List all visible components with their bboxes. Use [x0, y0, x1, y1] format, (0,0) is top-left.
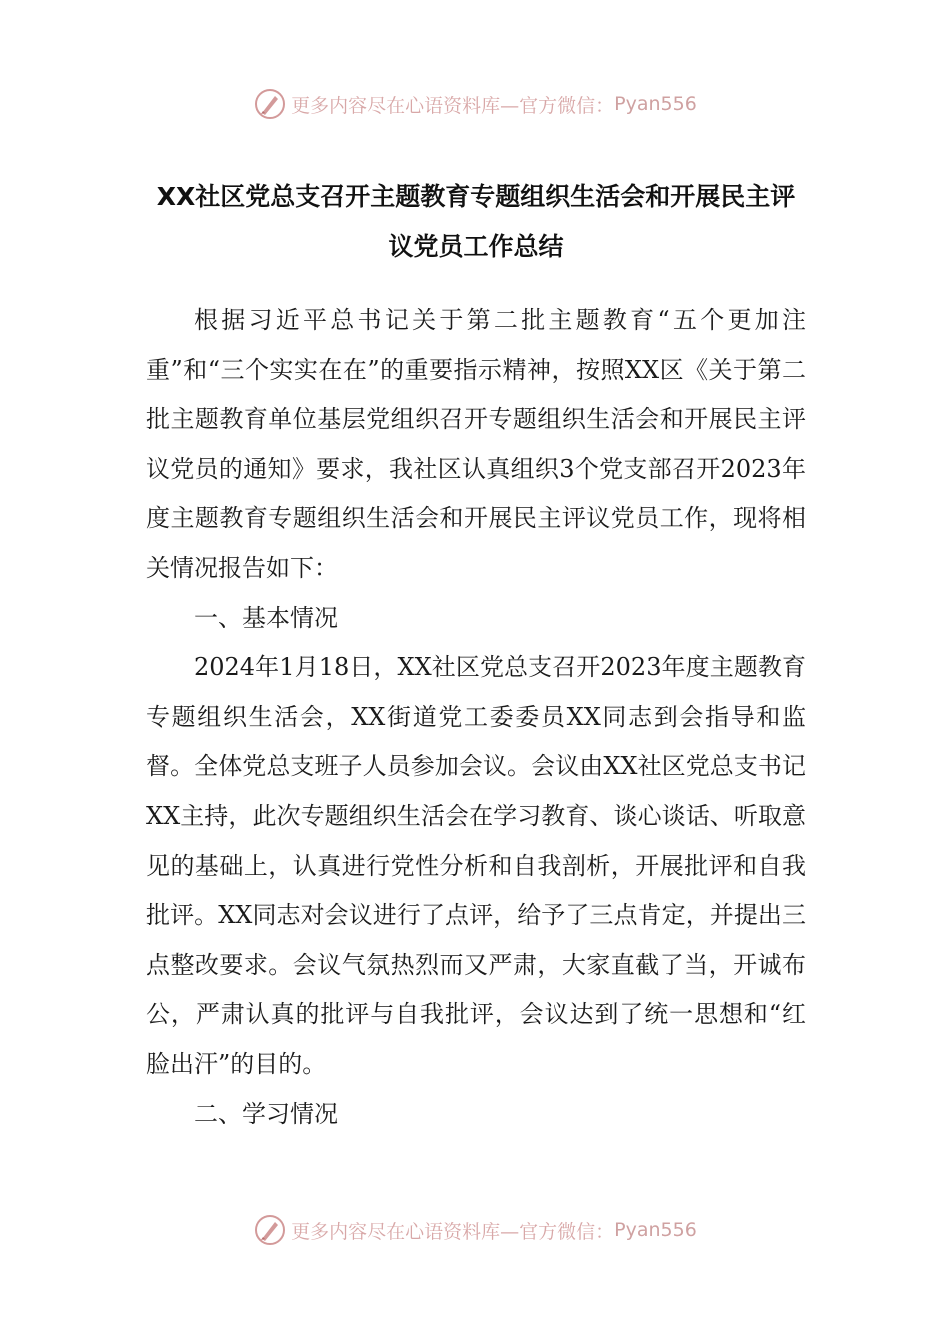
paragraph-basic-situation: 2024年1月18日，XX社区党总支召开2023年度主题教育专题组织生活会，XX街道党工委委员XX同志到会指导和监督。全体党总支班子人员参加会议。会议由XX社区党总支书记XX主持，此次专题组织生活会在学习教育、谈心谈话、听取意见的基础上，认真进行党性分析和自我剖析，开展批评和自我批评。XX同志对会议进行了点评，给予了三点肯定，并提出三点整改要求。会议气氛热烈而又严肃，大家直截了当，开诚布公，严肃认真的批评与自我批评，会议达到了统一思想和“红脸出汗”的目的。 [146, 653, 806, 1078]
section-heading-study: 二、学习情况 [194, 1099, 338, 1128]
watermark-wechat-id: Pyan556 [614, 1219, 697, 1241]
watermark-wechat-id: Pyan556 [614, 93, 697, 115]
watermark-text: 更多内容尽在心语资料库—官方微信： [291, 94, 615, 117]
document-title: XX社区党总支召开主题教育专题组织生活会和开展民主评议党员工作总结 [156, 182, 796, 261]
watermark-banner-top [0, 84, 950, 124]
paragraph-intro: 根据习近平总书记关于第二批主题教育“五个更加注重”和“三个实实在在”的重要指示精神，按照XX区《关于第二批主题教育单位基层党组织召开专题组织生活会和开展民主评议党员的通知》要求，我社区认真组织3个党支部召开2023年度主题教育专题组织生活会和开展民主评议党员工作，现将相关情况报告如下： [146, 306, 806, 582]
watermark-banner-bottom [0, 1210, 950, 1250]
document-body [146, 296, 806, 1139]
pen-logo-icon [253, 1213, 287, 1247]
watermark-text: 更多内容尽在心语资料库—官方微信： [291, 1220, 615, 1243]
section-heading-basic: 一、基本情况 [194, 603, 338, 632]
pen-logo-icon [253, 87, 287, 121]
